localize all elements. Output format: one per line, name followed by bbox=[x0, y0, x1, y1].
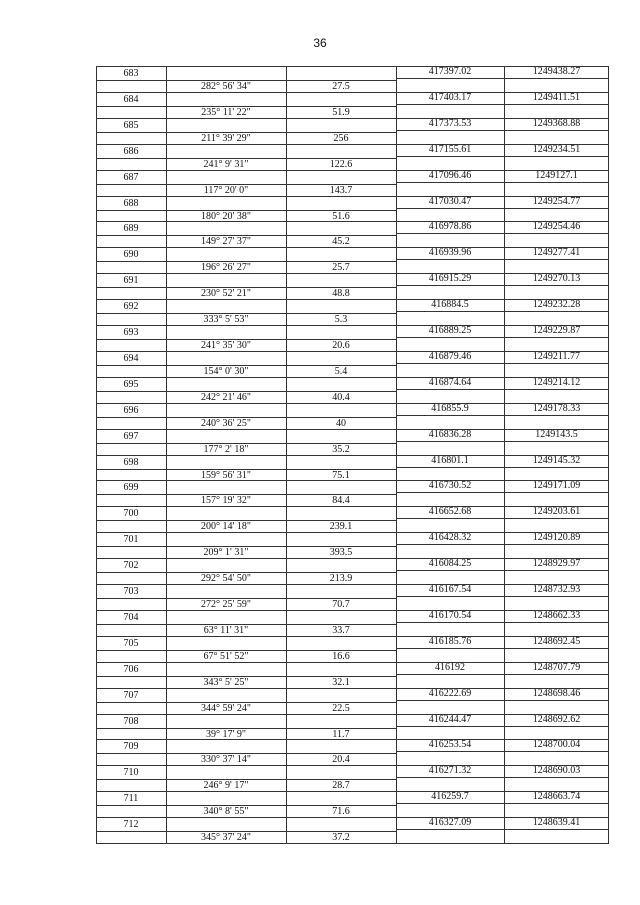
x-coordinate-cell: 416939.96 bbox=[428, 247, 472, 259]
table-rule bbox=[96, 753, 166, 754]
table-rule bbox=[96, 184, 166, 185]
table-rule bbox=[96, 676, 166, 677]
table-row bbox=[96, 636, 609, 662]
table-rule bbox=[96, 546, 166, 547]
x-coordinate-cell: 417030.47 bbox=[428, 195, 472, 207]
table-row bbox=[96, 170, 609, 196]
table-row bbox=[96, 144, 609, 170]
table-rule bbox=[396, 311, 609, 312]
angle-cell: 330° 37' 14" bbox=[201, 754, 251, 766]
angle-cell: 200° 14' 18" bbox=[201, 521, 251, 533]
x-coordinate-cell: 417155.61 bbox=[428, 143, 472, 155]
angle-cell: 154° 0' 30" bbox=[203, 365, 249, 377]
angle-cell: 211° 39' 29" bbox=[201, 132, 251, 144]
y-coordinate-cell: 1248690.03 bbox=[532, 765, 581, 777]
table-rule bbox=[96, 261, 166, 262]
table-row bbox=[96, 584, 609, 610]
point-number-cell: 712 bbox=[123, 819, 139, 831]
x-coordinate-cell: 416652.68 bbox=[428, 506, 472, 518]
distance-cell: 213.9 bbox=[329, 573, 353, 585]
table-rule bbox=[96, 520, 166, 521]
point-number-cell: 704 bbox=[123, 611, 139, 623]
y-coordinate-cell: 1249232.28 bbox=[532, 299, 581, 311]
angle-cell: 149° 27' 37" bbox=[201, 236, 251, 248]
x-coordinate-cell: 416884.5 bbox=[431, 299, 469, 311]
table-rule bbox=[96, 779, 166, 780]
x-coordinate-cell: 416259.7 bbox=[431, 791, 469, 803]
point-number-cell: 701 bbox=[123, 534, 139, 546]
table-rule bbox=[96, 80, 166, 81]
table-rule bbox=[396, 726, 609, 727]
point-number-cell: 688 bbox=[123, 197, 139, 209]
table-border-bottom bbox=[96, 843, 609, 844]
table-rule bbox=[96, 313, 166, 314]
angle-cell: 282° 56' 34" bbox=[201, 81, 251, 92]
angle-cell: 63° 11' 31" bbox=[203, 624, 249, 636]
x-coordinate-cell: 416244.47 bbox=[428, 713, 472, 725]
x-coordinate-cell: 416084.25 bbox=[428, 558, 472, 570]
table-rule bbox=[396, 441, 609, 442]
x-coordinate-cell: 416428.32 bbox=[428, 532, 472, 544]
y-coordinate-cell: 1249143.5 bbox=[535, 428, 578, 440]
table-rule bbox=[396, 233, 609, 234]
distance-cell: 40.4 bbox=[332, 391, 350, 403]
y-coordinate-cell: 1249411.51 bbox=[532, 91, 581, 103]
y-coordinate-cell: 1249277.41 bbox=[532, 247, 581, 259]
y-coordinate-cell: 1249438.27 bbox=[532, 66, 581, 77]
table-rule bbox=[396, 700, 609, 701]
table-row bbox=[96, 688, 609, 714]
table-rule bbox=[396, 492, 609, 493]
angle-cell: 292° 54' 50" bbox=[201, 573, 251, 585]
table-row bbox=[96, 403, 609, 429]
table-rule bbox=[96, 702, 166, 703]
y-coordinate-cell: 1249234.51 bbox=[532, 143, 581, 155]
distance-cell: 84.4 bbox=[332, 495, 350, 507]
distance-cell: 27.5 bbox=[332, 81, 350, 92]
table-row bbox=[96, 118, 609, 144]
x-coordinate-cell: 416222.69 bbox=[428, 687, 472, 699]
angle-cell: 345° 37' 24" bbox=[201, 832, 251, 844]
table-rule bbox=[96, 391, 166, 392]
table-rule bbox=[396, 337, 609, 338]
angle-cell: 340° 8' 55" bbox=[203, 806, 249, 818]
distance-cell: 20.6 bbox=[332, 340, 350, 351]
table-row bbox=[96, 196, 609, 222]
distance-cell: 28.7 bbox=[332, 780, 350, 792]
point-number-cell: 683 bbox=[123, 68, 139, 79]
table-row bbox=[96, 506, 609, 532]
distance-cell: 25.7 bbox=[332, 262, 350, 274]
angle-cell: 67° 51' 52" bbox=[203, 650, 249, 662]
x-coordinate-cell: 416836.28 bbox=[428, 428, 472, 440]
distance-cell: 5.3 bbox=[334, 314, 348, 326]
table-rule bbox=[396, 285, 609, 286]
table-rule bbox=[96, 598, 166, 599]
table-row bbox=[96, 92, 609, 118]
distance-cell: 51.9 bbox=[332, 106, 350, 118]
y-coordinate-cell: 1249214.12 bbox=[532, 376, 581, 388]
table-row bbox=[96, 739, 609, 765]
table-rule bbox=[396, 259, 609, 260]
y-coordinate-cell: 1248692.45 bbox=[532, 635, 581, 647]
x-coordinate-cell: 416978.86 bbox=[428, 221, 472, 233]
table-rule bbox=[96, 624, 166, 625]
table-row bbox=[96, 221, 609, 247]
table-rule bbox=[96, 132, 166, 133]
x-coordinate-cell: 416730.52 bbox=[428, 480, 472, 492]
angle-cell: 344° 59' 24" bbox=[201, 702, 251, 714]
y-coordinate-cell: 1248663.74 bbox=[532, 791, 581, 803]
table-rule bbox=[396, 648, 609, 649]
table-rule bbox=[96, 805, 166, 806]
x-coordinate-cell: 416271.32 bbox=[428, 765, 472, 777]
table-row bbox=[96, 532, 609, 558]
point-number-cell: 703 bbox=[123, 586, 139, 597]
distance-cell: 70.7 bbox=[332, 599, 350, 610]
table-rule bbox=[396, 544, 609, 545]
point-number-cell: 685 bbox=[123, 119, 139, 131]
distance-cell: 11.7 bbox=[332, 728, 350, 740]
table-rule bbox=[396, 803, 609, 804]
angle-cell: 241° 9' 31" bbox=[203, 158, 249, 170]
angle-cell: 39° 17' 9" bbox=[206, 728, 246, 740]
table-rule bbox=[396, 751, 609, 752]
distance-cell: 71.6 bbox=[332, 806, 350, 818]
angle-cell: 241° 35' 30" bbox=[201, 340, 251, 351]
angle-cell: 333° 5' 53" bbox=[203, 314, 249, 326]
y-coordinate-cell: 1249120.89 bbox=[532, 532, 581, 544]
x-coordinate-cell: 417096.46 bbox=[428, 169, 472, 181]
angle-cell: 230° 52' 21" bbox=[201, 288, 251, 300]
point-number-cell: 707 bbox=[123, 689, 139, 701]
distance-cell: 122.6 bbox=[329, 158, 353, 170]
y-coordinate-cell: 1249145.32 bbox=[532, 454, 581, 466]
distance-cell: 75.1 bbox=[332, 469, 350, 481]
table-rule bbox=[396, 104, 609, 105]
distance-cell: 239.1 bbox=[329, 521, 353, 533]
table-rule bbox=[96, 339, 166, 340]
y-coordinate-cell: 1249270.13 bbox=[532, 273, 581, 285]
table-rule bbox=[96, 469, 166, 470]
distance-cell: 45.2 bbox=[332, 236, 350, 248]
x-coordinate-cell: 417403.17 bbox=[428, 91, 472, 103]
x-coordinate-cell: 416253.54 bbox=[428, 739, 472, 751]
table-row bbox=[96, 558, 609, 584]
table-rule bbox=[96, 650, 166, 651]
x-coordinate-cell: 417397.02 bbox=[428, 66, 472, 77]
point-number-cell: 702 bbox=[123, 560, 139, 572]
point-number-cell: 690 bbox=[123, 249, 139, 261]
y-coordinate-cell: 1248700.04 bbox=[532, 739, 581, 751]
table-rule bbox=[96, 831, 166, 832]
y-coordinate-cell: 1248639.41 bbox=[532, 817, 581, 829]
table-row bbox=[96, 765, 609, 791]
table-row bbox=[96, 429, 609, 455]
y-coordinate-cell: 1249127.1 bbox=[535, 169, 578, 181]
y-coordinate-cell: 1249254.46 bbox=[532, 221, 581, 233]
table-row bbox=[96, 351, 609, 377]
table-row bbox=[96, 299, 609, 325]
table-row bbox=[96, 455, 609, 481]
table-rule bbox=[396, 829, 609, 830]
table-rule bbox=[396, 518, 609, 519]
table-rule bbox=[396, 182, 609, 183]
table-rule bbox=[396, 208, 609, 209]
x-coordinate-cell: 416192 bbox=[435, 661, 465, 673]
distance-cell: 5.4 bbox=[334, 365, 348, 377]
distance-cell: 16.6 bbox=[332, 650, 350, 662]
coordinates-table bbox=[96, 66, 609, 844]
x-coordinate-cell: 416879.46 bbox=[428, 350, 472, 362]
table-rule bbox=[96, 494, 166, 495]
page-number: 36 bbox=[313, 36, 327, 50]
table-rule bbox=[96, 158, 166, 159]
point-number-cell: 687 bbox=[123, 171, 139, 183]
angle-cell: 242° 21' 46" bbox=[201, 391, 251, 403]
point-number-cell: 692 bbox=[123, 301, 139, 313]
distance-cell: 22.5 bbox=[332, 702, 350, 714]
point-number-cell: 695 bbox=[123, 378, 139, 390]
distance-cell: 40 bbox=[336, 417, 346, 429]
point-number-cell: 708 bbox=[123, 715, 139, 727]
point-number-cell: 696 bbox=[123, 404, 139, 416]
point-number-cell: 689 bbox=[123, 223, 139, 235]
point-number-cell: 709 bbox=[123, 741, 139, 753]
table-rule bbox=[396, 130, 609, 131]
x-coordinate-cell: 417373.53 bbox=[428, 117, 472, 129]
point-number-cell: 706 bbox=[123, 663, 139, 675]
table-row bbox=[96, 714, 609, 740]
table-rule bbox=[96, 728, 166, 729]
angle-cell: 209° 1' 31" bbox=[203, 547, 249, 559]
distance-cell: 33.7 bbox=[332, 624, 350, 636]
table-rule bbox=[96, 235, 166, 236]
distance-cell: 37.2 bbox=[332, 832, 350, 844]
table-rule bbox=[396, 777, 609, 778]
table-rule bbox=[396, 78, 609, 79]
table-rule bbox=[396, 363, 609, 364]
table-rule bbox=[396, 622, 609, 623]
angle-cell: 159° 56' 31" bbox=[201, 469, 251, 481]
table-row bbox=[96, 817, 609, 843]
angle-cell: 157° 19' 32" bbox=[201, 495, 251, 507]
table-rule bbox=[96, 210, 166, 211]
angle-cell: 343° 5' 25" bbox=[203, 676, 249, 688]
point-number-cell: 698 bbox=[123, 456, 139, 468]
table-rule bbox=[396, 389, 609, 390]
point-number-cell: 693 bbox=[123, 327, 139, 338]
y-coordinate-cell: 1248929.97 bbox=[532, 558, 581, 570]
x-coordinate-cell: 416185.76 bbox=[428, 635, 472, 647]
y-coordinate-cell: 1248692.62 bbox=[532, 713, 581, 725]
y-coordinate-cell: 1249229.87 bbox=[532, 325, 581, 336]
distance-cell: 48.8 bbox=[332, 288, 350, 300]
table-rule bbox=[96, 365, 166, 366]
table-row bbox=[96, 66, 609, 92]
distance-cell: 393.5 bbox=[329, 547, 353, 559]
table-rule bbox=[396, 674, 609, 675]
point-number-cell: 694 bbox=[123, 352, 139, 364]
x-coordinate-cell: 416874.64 bbox=[428, 376, 472, 388]
angle-cell: 240° 36' 25" bbox=[201, 417, 251, 429]
x-coordinate-cell: 416167.54 bbox=[428, 584, 472, 595]
table-row bbox=[96, 377, 609, 403]
distance-cell: 32.1 bbox=[332, 676, 350, 688]
x-coordinate-cell: 416327.09 bbox=[428, 817, 472, 829]
distance-cell: 143.7 bbox=[329, 184, 353, 196]
table-row bbox=[96, 791, 609, 817]
y-coordinate-cell: 1248707.79 bbox=[532, 661, 581, 673]
y-coordinate-cell: 1249254.77 bbox=[532, 195, 581, 207]
table-rule bbox=[96, 106, 166, 107]
angle-cell: 235° 11' 22" bbox=[201, 106, 251, 118]
table-rule bbox=[96, 572, 166, 573]
table-row bbox=[96, 480, 609, 506]
angle-cell: 180° 20' 38" bbox=[201, 210, 251, 222]
y-coordinate-cell: 1249368.88 bbox=[532, 117, 581, 129]
distance-cell: 35.2 bbox=[332, 443, 350, 455]
x-coordinate-cell: 416855.9 bbox=[431, 402, 469, 414]
table-rule bbox=[396, 156, 609, 157]
table-rule bbox=[396, 570, 609, 571]
y-coordinate-cell: 1249211.77 bbox=[532, 350, 581, 362]
x-coordinate-cell: 416801.1 bbox=[431, 454, 469, 466]
table-rule bbox=[96, 417, 166, 418]
table-rule bbox=[396, 415, 609, 416]
x-coordinate-cell: 416889.25 bbox=[428, 325, 472, 336]
y-coordinate-cell: 1249178.33 bbox=[532, 402, 581, 414]
point-number-cell: 684 bbox=[123, 93, 139, 105]
y-coordinate-cell: 1249203.61 bbox=[532, 506, 581, 518]
point-number-cell: 697 bbox=[123, 430, 139, 442]
point-number-cell: 700 bbox=[123, 508, 139, 520]
table-rule bbox=[396, 596, 609, 597]
point-number-cell: 710 bbox=[123, 767, 139, 779]
x-coordinate-cell: 416170.54 bbox=[428, 609, 472, 621]
point-number-cell: 699 bbox=[123, 482, 139, 494]
table-rule bbox=[96, 287, 166, 288]
point-number-cell: 711 bbox=[123, 793, 139, 805]
table-row bbox=[96, 247, 609, 273]
table-rule bbox=[96, 443, 166, 444]
point-number-cell: 705 bbox=[123, 637, 139, 649]
table-row bbox=[96, 662, 609, 688]
distance-cell: 51.6 bbox=[332, 210, 350, 222]
point-number-cell: 691 bbox=[123, 275, 139, 287]
table-row bbox=[96, 610, 609, 636]
y-coordinate-cell: 1248732.93 bbox=[532, 584, 581, 595]
angle-cell: 177° 2' 18" bbox=[203, 443, 249, 455]
x-coordinate-cell: 416915.29 bbox=[428, 273, 472, 285]
angle-cell: 272° 25' 59" bbox=[201, 599, 251, 610]
y-coordinate-cell: 1248662.33 bbox=[532, 609, 581, 621]
table-rule bbox=[396, 467, 609, 468]
angle-cell: 246° 9' 17" bbox=[203, 780, 249, 792]
distance-cell: 20.4 bbox=[332, 754, 350, 766]
angle-cell: 117° 20' 0" bbox=[203, 184, 249, 196]
table-row bbox=[96, 325, 609, 351]
y-coordinate-cell: 1249171.09 bbox=[532, 480, 581, 492]
point-number-cell: 686 bbox=[123, 145, 139, 157]
distance-cell: 256 bbox=[333, 132, 349, 144]
angle-cell: 196° 26' 27" bbox=[201, 262, 251, 274]
y-coordinate-cell: 1248698.46 bbox=[532, 687, 581, 699]
table-row bbox=[96, 273, 609, 299]
